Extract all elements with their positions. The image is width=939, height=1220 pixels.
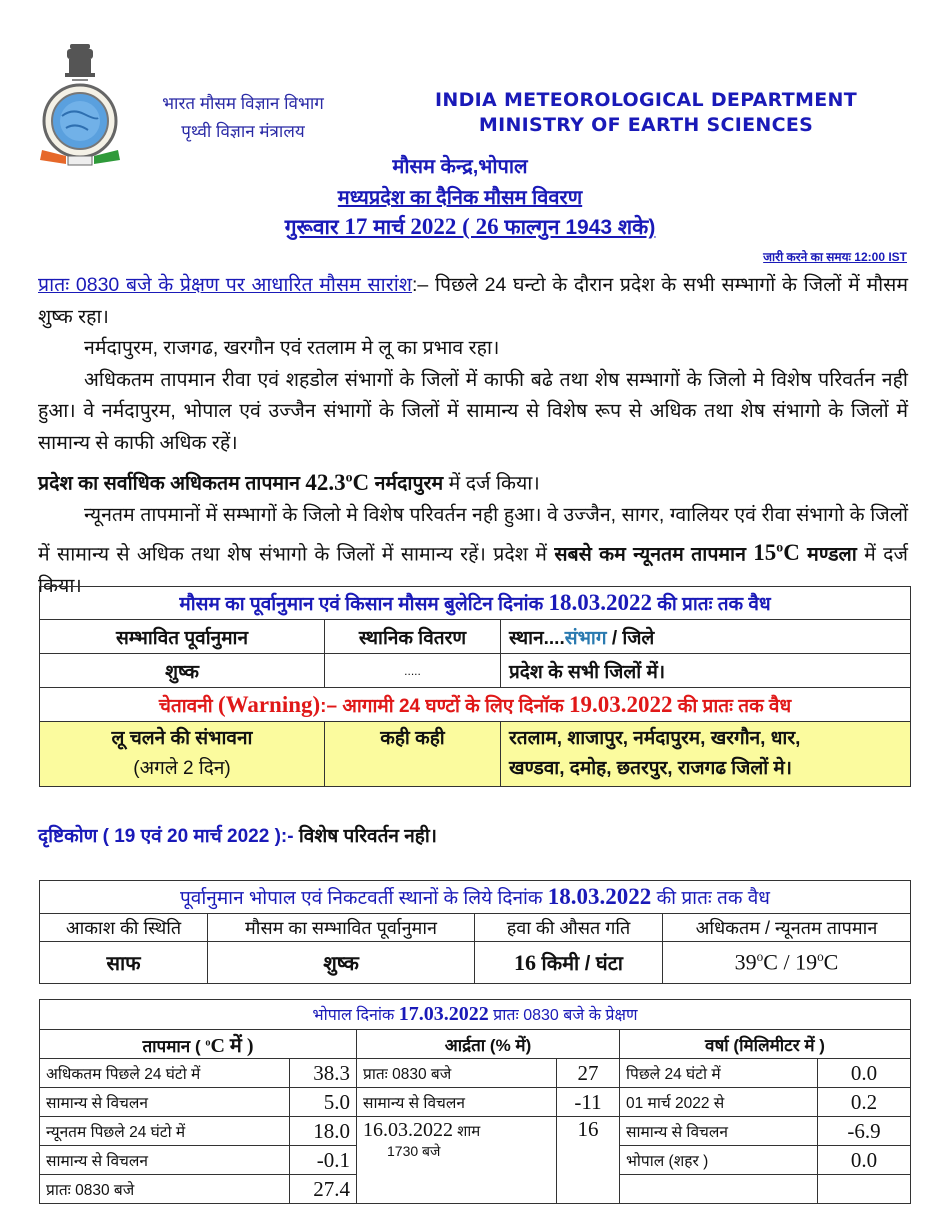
summary-text-5: न्यूनतम तापमानों में सम्भागों के जिलो मे विशेष परिवर्तन नही हुआ। वे उज्जैन, सागर, ग्वालियर एवं रीवा संभागो के जिलों में सामान्य से अधिक तथा शेष संभागो के जिलों में सामान्य रहें। प्रदेश में [38, 504, 908, 566]
warning-event-line2: (अगले 2 दिन) [133, 758, 231, 779]
warning-title [40, 688, 911, 722]
observation-date: 17.03.2022 [398, 1003, 489, 1025]
weather-forecast: शुष्क [208, 942, 475, 984]
humidity-label: प्रातः 0830 बजे [357, 1059, 557, 1088]
temp-unit: C [823, 949, 839, 975]
rainfall-label: 01 मार्च 2022 से [620, 1088, 818, 1117]
english-dept-line1: INDIA METEOROLOGICAL DEPARTMENT [435, 89, 857, 111]
warning-distribution: कही कही [325, 722, 501, 787]
summary-paragraph-1 [38, 270, 908, 333]
wind-speed-value: 16 [514, 950, 536, 975]
forecast-title [40, 587, 911, 620]
degree-symbol: o [205, 1036, 211, 1048]
date-paren: ( [456, 214, 476, 239]
warning-text: :– आगामी 24 घण्टों के लिए दिनॉक [320, 695, 569, 717]
col-header-weather: मौसम का सम्भावित पूर्वानुमान [208, 914, 475, 942]
rainfall-header: वर्षा (मिलिमीटर में ) [620, 1030, 911, 1059]
outlook-text: विशेष परिवर्तन नही। [293, 826, 437, 847]
imd-emblem-logo [36, 38, 124, 168]
hindi-dept-line2: पृथ्वी विज्ञान मंत्रालय [181, 122, 305, 141]
bhopal-forecast-title-text: पूर्वानुमान भोपाल एवं निकटवर्ती स्थानों के लिये दिनांक [180, 888, 548, 909]
col-header-forecast: सम्भावित पूर्वानुमान [40, 620, 325, 654]
place-prefix: स्थान.... [509, 627, 565, 649]
temp-label: अधिकतम पिछले 24 घंटो में [40, 1059, 290, 1088]
min-temp-number: 15 [753, 540, 777, 566]
english-department-name [386, 88, 906, 138]
rainfall-value-empty [818, 1175, 911, 1204]
rainfall-label-empty [620, 1175, 818, 1204]
place-value: प्रदेश के सभी जिलों में। [501, 654, 911, 688]
warning-label: चेतावनी [158, 695, 218, 717]
rainfall-label: पिछले 24 घंटो में [620, 1059, 818, 1088]
english-dept-line2: MINISTRY OF EARTH SCIENCES [478, 114, 814, 136]
outlook-label: दृष्टिकोण ( 19 एवं 20 मार्च 2022 ):- [38, 826, 294, 847]
summary-heading: प्रातः 0830 बजे के प्रेक्षण पर आधारित मौसम सारांश [38, 274, 413, 296]
saka-day: 26 [475, 214, 499, 239]
place-division: संभाग [564, 627, 607, 649]
weather-summary [38, 270, 908, 602]
wind-speed-unit: किमी / घंटा [536, 953, 623, 975]
summary-paragraph-3: अधिकतम तापमान रीवा एवं शहडोल संभागों के जिलों में काफी बढे तथा शेष सम्भागों के जिलो मे विशेष परिवर्तन नही हुआ। वे नर्मदापुरम, भोपाल एवं उज्जैन संभागों के जिलों में सामान्य से विशेष रूप से अधिक तथा शेष संभागो के जिलों में सामान्य से काफी अधिक रहें। [38, 368, 908, 454]
temperature-header-text: तापमान ( [142, 1036, 206, 1056]
date-year: 2022 [410, 214, 457, 239]
bhopal-forecast-date: 18.03.2022 [547, 884, 652, 909]
outlook [38, 822, 437, 848]
col-header-place [501, 620, 911, 654]
bhopal-forecast-title [40, 881, 911, 914]
degree-symbol: o [817, 949, 824, 965]
bhopal-forecast-suffix: की प्रातः तक वैध [651, 888, 770, 909]
humidity-date: 16.03.2022 [363, 1119, 453, 1141]
humidity-time: 1730 बजे [387, 1143, 441, 1159]
temp-label: सामान्य से विचलन [40, 1088, 290, 1117]
bhopal-forecast-table [39, 880, 911, 984]
warning-places [501, 722, 911, 787]
forecast-title-suffix: की प्रातः तक वैध [651, 594, 771, 615]
summary-max-temp-line [38, 461, 908, 500]
col-header-temperature: अधिकतम / न्यूनतम तापमान [663, 914, 911, 942]
degree-symbol: o [776, 539, 784, 555]
humidity-value: -11 [557, 1088, 620, 1117]
min-temp-label: सबसे कम न्यूनतम तापमान [554, 543, 754, 566]
forecast-valid-date: 18.03.2022 [548, 590, 652, 615]
min-temp-place: मण्डला [799, 543, 857, 566]
summary-text-1: :– पिछले 24 घन्टो के दौरान प्रदेश के सभी सम्भागों के जिलों में मौसम शुष्क रहा। [38, 274, 908, 328]
humidity-date-suffix: शाम [453, 1123, 481, 1140]
report-title [250, 183, 670, 210]
saka-date: फाल्गुन 1943 शके) [498, 216, 656, 239]
max-temp-unit: C [352, 469, 370, 495]
col-header-sky: आकाश की स्थिति [40, 914, 208, 942]
forecast-header-row [40, 620, 911, 654]
warning-places-line2: खण्डवा, दमोह, छतरपुर, राजगढ जिलों मे। [509, 758, 792, 779]
forecast-max-temp: 39 [734, 949, 757, 975]
warning-title-row [40, 688, 911, 722]
humidity-label: सामान्य से विचलन [357, 1088, 557, 1117]
date-weekday: गुरूवार [284, 216, 345, 239]
humidity-header: आर्द्रता (% में) [357, 1030, 620, 1059]
min-temp-value [753, 540, 800, 565]
temperature-header-unit: C में ) [210, 1034, 254, 1057]
table-row [40, 1059, 911, 1088]
max-temp-label: प्रदेश का सर्वाधिक अधिकतम तापमान [38, 472, 306, 495]
table-row [40, 654, 911, 688]
summary-paragraph-2: नर्मदापुरम, राजगढ, खरगौन एवं रतलाम मे लू का प्रभाव रहा। [84, 337, 500, 359]
hindi-dept-line1: भारत मौसम विज्ञान विभाग [162, 94, 324, 113]
date-month: मार्च [367, 216, 411, 239]
temp-value: -0.1 [290, 1146, 357, 1175]
warning-suffix: की प्रातः तक वैध [672, 695, 792, 717]
degree-symbol: o [345, 469, 353, 484]
forecast-value: शुष्क [40, 654, 325, 688]
temp-value: 18.0 [290, 1117, 357, 1146]
table-row [40, 942, 911, 984]
max-min-temperature: 39$^o$C / 19$^o$C [663, 942, 911, 984]
max-temp-number: 42.3 [305, 469, 346, 495]
observation-title [40, 1000, 911, 1030]
temp-unit: C [763, 949, 778, 975]
humidity-value: 27 [557, 1059, 620, 1088]
report-date [180, 213, 760, 241]
rainfall-value: 0.0 [818, 1146, 911, 1175]
temp-label: सामान्य से विचलन [40, 1146, 290, 1175]
temp-value: 27.4 [290, 1175, 357, 1204]
observation-header-row [40, 1030, 911, 1059]
warning-event [40, 722, 325, 787]
temp-value: 5.0 [290, 1088, 357, 1117]
observation-title-suffix: प्रातः 0830 बजे के प्रेक्षण [488, 1007, 638, 1024]
temperature-header [40, 1030, 357, 1059]
max-temp-place: नर्मदापुरम [369, 472, 444, 495]
forecast-title-text: मौसम का पूर्वानुमान एवं किसान मौसम बुलेटिन दिनांक [179, 594, 549, 615]
hindi-department-name [138, 90, 348, 146]
col-header-wind: हवा की औसत गति [475, 914, 663, 942]
bhopal-observation-table [39, 999, 911, 1204]
forecast-title-row [40, 587, 911, 620]
warning-row [40, 722, 911, 787]
report-title-text: मध्यप्रदेश का दैनिक मौसम विवरण [337, 187, 583, 209]
sky-condition: साफ [40, 942, 208, 984]
observation-title-text: भोपाल दिनांक [312, 1007, 399, 1024]
rainfall-value: -6.9 [818, 1117, 911, 1146]
forecast-min-temp: 19 [795, 949, 818, 975]
col-header-distribution: स्थानिक वितरण [325, 620, 501, 654]
rainfall-value: 0.0 [818, 1059, 911, 1088]
issue-time: जारी करने का समयः 12:00 IST [763, 250, 907, 264]
min-temp-suffix: में दर्ज किया। [38, 543, 908, 597]
temp-value: 38.3 [290, 1059, 357, 1088]
max-temp-value [305, 470, 369, 495]
temp-label: न्यूनतम पिछले 24 घंटो में [40, 1117, 290, 1146]
place-suffix: / जिले [606, 627, 655, 649]
bhopal-forecast-title-row [40, 881, 911, 914]
warning-valid-date: 19.03.2022 [568, 691, 673, 717]
table-row [40, 1117, 911, 1146]
warning-places-line1: रतलाम, शाजापुर, नर्मदापुरम, खरगौन, धार, [509, 728, 801, 749]
humidity-label [357, 1117, 557, 1204]
distribution-value: ..... [325, 654, 501, 688]
date-day: 17 [344, 214, 368, 239]
degree-symbol: o [756, 949, 764, 965]
observation-title-row [40, 1000, 911, 1030]
warning-event-line1: लू चलने की संभावना [111, 728, 253, 749]
bhopal-forecast-header-row [40, 914, 911, 942]
rainfall-label: सामान्य से विचलन [620, 1117, 818, 1146]
max-temp-suffix: में दर्ज किया। [443, 472, 540, 495]
temp-label: प्रातः 0830 बजे [40, 1175, 290, 1204]
wind-speed [475, 942, 663, 984]
office-name: मौसम केन्द्र,भोपाल [392, 156, 528, 178]
national-emblem-icon [65, 44, 95, 81]
rainfall-value: 0.2 [818, 1088, 911, 1117]
state-forecast-table [39, 586, 911, 787]
humidity-value: 16 [557, 1117, 620, 1204]
table-row [40, 1088, 911, 1117]
report-date-text [285, 216, 656, 239]
rainfall-label: भोपाल (शहर ) [620, 1146, 818, 1175]
min-temp-unit: C [783, 540, 800, 566]
warning-label-english: (Warning) [217, 691, 321, 717]
